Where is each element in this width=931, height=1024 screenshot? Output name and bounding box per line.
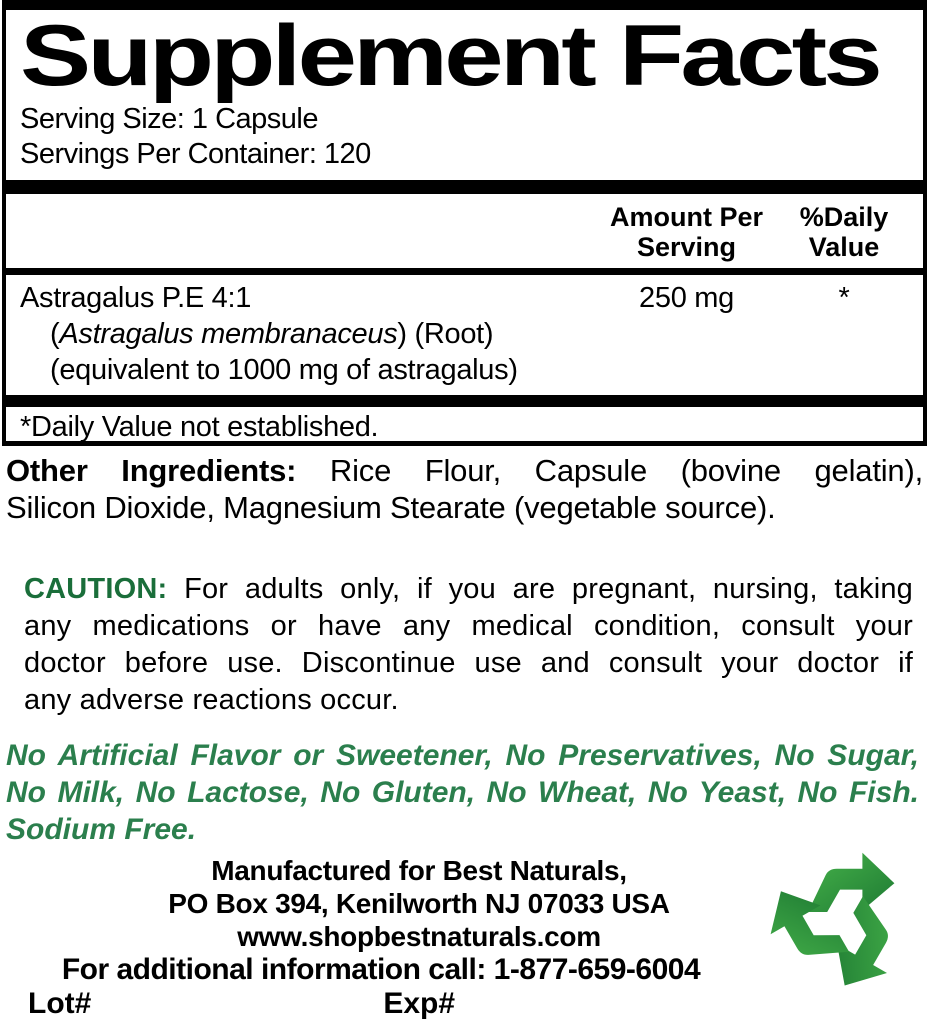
ingredient-latin-rest: ) (Root) <box>397 318 494 350</box>
other-ingredients-line1 <box>6 452 923 489</box>
phone-line: For additional information call: 1-877-659-6004 <box>61 953 701 986</box>
caution-label: CAUTION: <box>24 573 168 605</box>
ingredient-amount: 250 mg <box>639 282 734 314</box>
other-ingredients-line2: Silicon Dioxide, Magnesium Stearate (vegetable source). <box>6 490 776 525</box>
serving-size-line: Serving Size: 1 Capsule <box>20 103 318 135</box>
manufacturer-website: www.shopbestnaturals.com <box>237 921 601 952</box>
caution-line2: any medications or have any medical condition, consult your <box>24 610 913 642</box>
panel-title-row <box>20 10 909 102</box>
claims-line1: No Artificial Flavor or Sweetener, No Preservatives, No Sugar, <box>6 739 919 772</box>
manufacturer-line2: PO Box 394, Kenilworth NJ 07033 USA <box>168 888 670 919</box>
claims-paragraph <box>6 737 919 848</box>
claims-line2: No Milk, No Lactose, No Gluten, No Wheat, No Yeast, No Fish. <box>6 776 919 809</box>
other-ingredients-paragraph <box>6 452 923 526</box>
caution-line1-text: For adults only, if you are pregnant, nursing, taking <box>167 573 913 605</box>
facts-table-header <box>20 194 909 268</box>
latin-open-paren: ( <box>50 318 60 350</box>
header-amount-per-serving <box>594 202 779 262</box>
header-amount-line2: Serving <box>636 232 737 262</box>
divider-heavy <box>6 395 923 407</box>
header-dv-line2: Value <box>808 232 880 262</box>
header-amount-line1: Amount Per <box>609 202 763 232</box>
ingredient-daily-value: * <box>838 282 850 314</box>
lot-label: Lot# <box>28 987 92 1020</box>
header-spacer <box>20 202 594 262</box>
header-daily-value <box>779 202 909 262</box>
panel-title: Supplement Facts <box>20 8 879 104</box>
exp-label: Exp# <box>383 987 456 1020</box>
other-ingredients-line1-text: Rice Flour, Capsule (bovine gelatin), <box>296 453 923 488</box>
claims-line3: Sodium Free. <box>6 813 197 846</box>
divider-thick <box>6 180 923 194</box>
servings-per-container-line: Servings Per Container: 120 <box>20 138 371 170</box>
manufacturer-block <box>0 854 838 953</box>
caution-line3: doctor before use. Discontinue use and consult your doctor if <box>24 647 913 679</box>
caution-line4: any adverse reactions occur. <box>24 684 399 716</box>
other-ingredients-label: Other Ingredients: <box>6 453 297 488</box>
ingredient-row <box>20 275 909 315</box>
manufacturer-line1: Manufactured for Best Naturals, <box>211 855 627 886</box>
ingredient-name: Astragalus P.E 4:1 <box>20 282 252 314</box>
supplement-facts-panel <box>2 0 927 446</box>
divider-medium <box>6 268 923 275</box>
ingredient-latin-line <box>20 318 909 351</box>
ingredient-equivalent-line: (equivalent to 1000 mg of astragalus) <box>50 354 518 386</box>
caution-line1 <box>24 571 913 608</box>
recycle-icon <box>760 840 920 1000</box>
header-dv-line1: %Daily <box>799 202 889 232</box>
ingredient-latin-name: Astragalus membranaceus <box>59 318 398 350</box>
daily-value-footnote: *Daily Value not established. <box>20 411 379 443</box>
caution-paragraph <box>24 571 913 719</box>
